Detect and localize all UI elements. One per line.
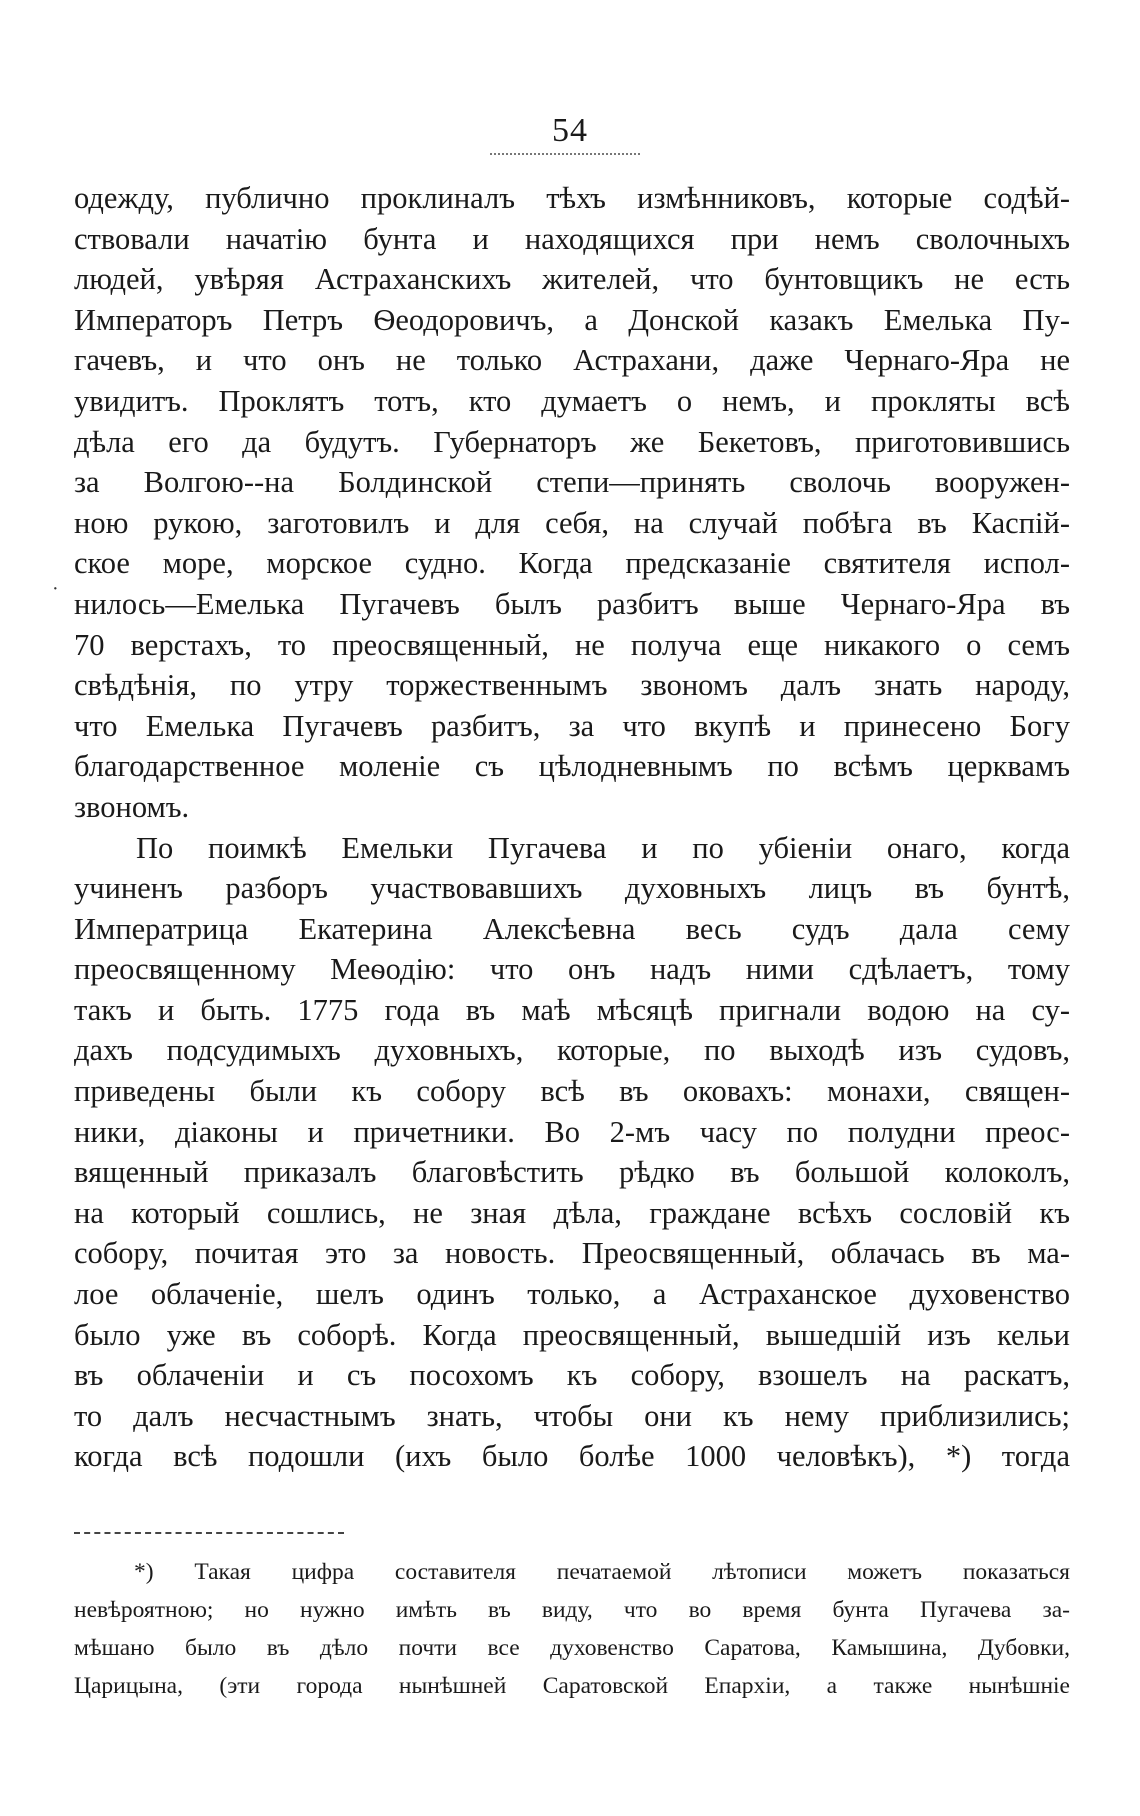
page-number-rule bbox=[490, 153, 640, 155]
footnote-line: мѣшано было въ дѣло почти все духовенство Саратова, Камышина, Дубовки, bbox=[74, 1635, 1070, 1661]
text-line: ною рукою, заготовилъ и для себя, на случай побѣга въ Каспій- bbox=[74, 505, 1070, 540]
text-line: было уже въ соборѣ. Когда преосвященный, вышедшій изъ кельи bbox=[74, 1317, 1070, 1352]
footnote-line: Царицына, (эти города нынѣшней Саратовской Епархіи, а также нынѣшніе bbox=[74, 1673, 1070, 1699]
text-line: лое облаченіе, шелъ одинъ только, а Астраханское духовенство bbox=[74, 1277, 1070, 1312]
text-line: за Волгою--на Болдинской степи—принять сволочь вооружен- bbox=[74, 465, 1070, 500]
text-line: Императоръ Петръ Ѳеодоровичъ, а Донской казакъ Емелька Пу- bbox=[74, 302, 1070, 337]
text-line: По поимкѣ Емельки Пугачева и по убіеніи онаго, когда bbox=[136, 830, 1070, 865]
footnote bbox=[74, 1553, 1070, 1705]
text-line: одежду, публично проклиналъ тѣхъ измѣнниковъ, которые содѣй- bbox=[74, 181, 1070, 215]
text-line: въ облаченіи и съ посохомъ къ собору, взошелъ на раскатъ, bbox=[74, 1358, 1070, 1393]
margin-mark: · bbox=[52, 578, 59, 600]
text-line: что Емелька Пугачевъ разбитъ, за что вкупѣ и принесено Богу bbox=[74, 708, 1070, 743]
text-line: дахъ подсудимыхъ духовныхъ, которые, по выходѣ изъ судовъ, bbox=[74, 1033, 1070, 1068]
text-line: преосвященному Меѳодію: что онъ надъ ними сдѣлаетъ, тому bbox=[74, 952, 1070, 987]
text-line: увидитъ. Проклятъ тотъ, кто думаетъ о немъ, и прокляты всѣ bbox=[74, 383, 1070, 418]
text-line: людей, увѣряя Астраханскихъ жителей, что бунтовщикъ не есть bbox=[74, 262, 1070, 297]
text-line: благодарственное моленіе съ цѣлодневнымъ по всѣмъ церквамъ bbox=[74, 749, 1070, 784]
paragraph-1 bbox=[74, 178, 1070, 828]
text-line: нилось—Емелька Пугачевъ былъ разбитъ выше Чернаго-Яра въ bbox=[74, 586, 1070, 621]
paragraph-2 bbox=[74, 828, 1070, 1478]
text-line: Императрица Екатерина Алексѣевна весь судъ дала сему bbox=[74, 911, 1070, 946]
footnote-rule bbox=[74, 1532, 344, 1534]
footnote-line: невѣроятною; но нужно имѣть въ виду, что во время бунта Пугачева за- bbox=[74, 1597, 1070, 1623]
text-line: собору, почитая это за новость. Преосвященный, облачась въ ма- bbox=[74, 1236, 1070, 1271]
text-line: ствовали начатію бунта и находящихся при немъ сволочныхъ bbox=[74, 221, 1070, 256]
footnote-line: *) Такая цифра составителя печатаемой лѣтописи можетъ показаться bbox=[134, 1559, 1070, 1585]
text-line: когда всѣ подошли (ихъ было болѣе 1000 человѣкъ), *) тогда bbox=[74, 1439, 1070, 1474]
text-line: свѣдѣнія, по утру торжественнымъ звономъ далъ знать народу, bbox=[74, 668, 1070, 703]
text-line: гачевъ, и что онъ не только Астрахани, даже Чернаго-Яра не bbox=[74, 343, 1070, 378]
text-line: ники, діаконы и причетники. Во 2-мъ часу по полудни преос- bbox=[74, 1114, 1070, 1149]
text-line: дѣла его да будутъ. Губернаторъ же Бекетовъ, приготовившись bbox=[74, 424, 1070, 459]
text-line: звономъ. bbox=[74, 789, 190, 824]
text-line: на который сошлись, не зная дѣла, граждане всѣхъ сословій къ bbox=[74, 1195, 1070, 1230]
text-line: приведены были къ собору всѣ въ оковахъ: монахи, священ- bbox=[74, 1074, 1070, 1109]
text-line: учиненъ разборъ участвовавшихъ духовныхъ лицъ въ бунтѣ, bbox=[74, 871, 1070, 906]
text-line: 70 верстахъ, то преосвященный, не получа еще никакого о семъ bbox=[74, 627, 1070, 662]
page-number: 54 bbox=[552, 112, 588, 149]
text-line: ское море, морское судно. Когда предсказаніе святителя испол- bbox=[74, 546, 1070, 581]
text-line: то далъ несчастнымъ знать, чтобы они къ нему приблизились; bbox=[74, 1398, 1070, 1433]
text-line: вященный приказалъ благовѣстить рѣдко въ большой колоколъ, bbox=[74, 1155, 1070, 1190]
body-text bbox=[74, 178, 1070, 1477]
text-line: такъ и быть. 1775 года въ маѣ мѣсяцѣ пригнали водою на су- bbox=[74, 992, 1070, 1027]
